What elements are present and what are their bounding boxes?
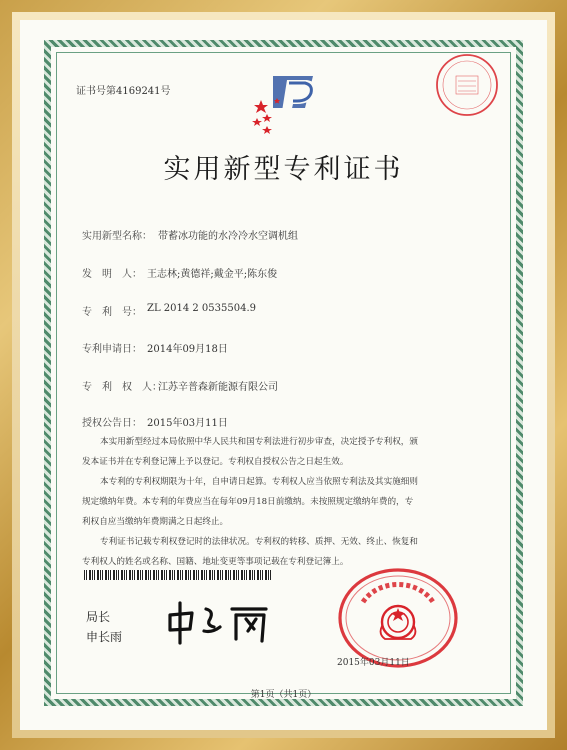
body-paragraph-1-line-2: 发本证书并在专利登记簿上予以登记。专利权自授权公告之日起生效。 xyxy=(82,457,349,467)
patent-office-logo-icon xyxy=(243,70,333,140)
field-label-patentee: 专 利 权 人： xyxy=(82,382,162,393)
agency-stamp-icon xyxy=(432,50,502,120)
field-label-utility-model-name: 实用新型名称： xyxy=(82,231,152,242)
certificate-body xyxy=(82,432,482,572)
field-value-patentee: 江苏辛普森新能源有限公司 xyxy=(158,382,278,393)
director-signature-icon xyxy=(162,597,292,649)
page-number: 第1页（共1页） xyxy=(250,690,317,700)
barcode xyxy=(84,570,271,580)
field-value-grant-date: 2015年03月11日 xyxy=(147,418,228,429)
body-paragraph-2-line-1: 本专利的专利权期限为十年，自申请日起算。专利权人应当依照专利法及其实施细则 xyxy=(100,477,418,487)
field-value-application-date: 2014年09月18日 xyxy=(147,344,228,355)
body-paragraph-3-line-1: 专利证书记载专利权登记时的法律状况。专利权的转移、质押、无效、终止、恢复和 xyxy=(100,537,418,547)
field-value-patent-number: ZL 2014 2 0535504.9 xyxy=(147,303,257,314)
body-paragraph-2-line-3: 利权自应当缴纳年费期满之日起终止。 xyxy=(82,517,229,527)
field-label-application-date: 专利申请日： xyxy=(82,344,142,355)
director-title: 局长 xyxy=(86,610,111,624)
field-label-grant-date: 授权公告日： xyxy=(82,418,142,429)
body-paragraph-2-line-2: 规定缴纳年费。本专利的年费应当在每年09月18日前缴纳。未按照规定缴纳年费的，专 xyxy=(82,497,414,507)
official-seal-icon xyxy=(333,562,463,670)
body-paragraph-1-line-1: 本实用新型经过本局依照中华人民共和国专利法进行初步审查，决定授予专利权，颁 xyxy=(100,437,418,447)
body-paragraph-3-line-2: 专利权人的姓名或名称、国籍、地址变更等事项记载在专利登记簿上。 xyxy=(82,557,349,567)
seal-date: 2015年03月11日 xyxy=(337,658,410,668)
certificate-number: 证书号第4169241号 xyxy=(76,86,171,97)
field-value-inventors: 王志林;黄德祥;戴金平;陈东俊 xyxy=(147,269,278,280)
certificate-title: 实用新型专利证书 xyxy=(163,154,404,185)
field-label-inventors: 发 明 人： xyxy=(82,269,142,280)
field-value-utility-model-name: 带蓄冰功能的水冷冷水空调机组 xyxy=(158,231,298,242)
field-label-patent-number: 专 利 号： xyxy=(82,307,142,318)
director-name: 申长雨 xyxy=(86,630,123,644)
